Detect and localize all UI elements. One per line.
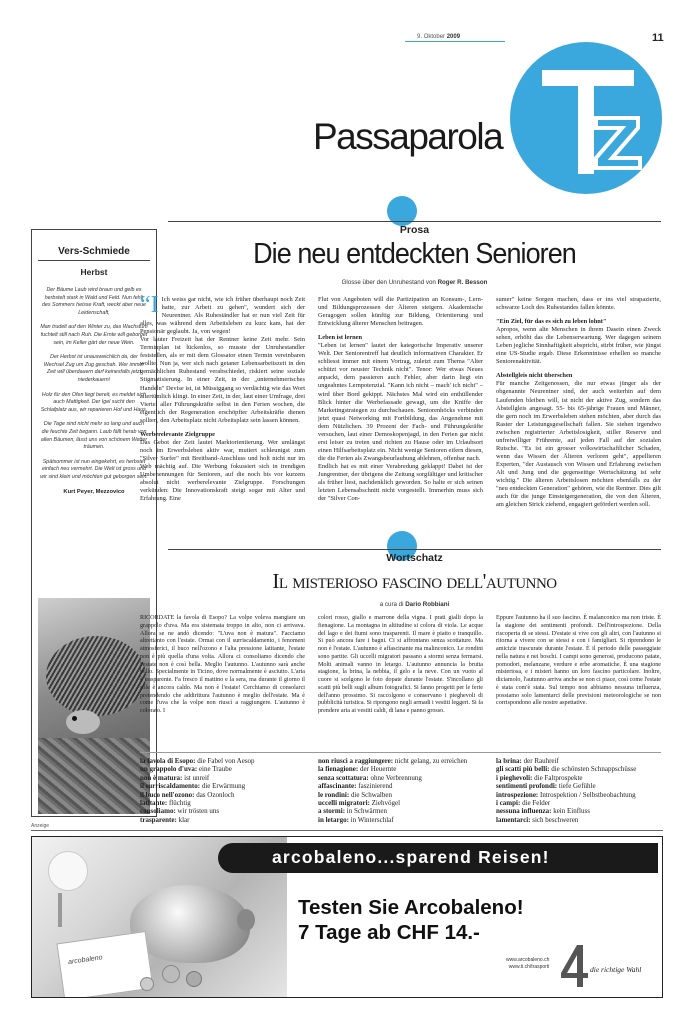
poem-stanza: Die Tage sind nicht mehr so lang und auch die feuchte Zeit begann. Laub fällt herab von allen Bäumen, lässt uns von schönem Wetter träumen.: [40, 421, 148, 451]
issue-date: 9. Oktober 2009: [417, 34, 461, 40]
coin-shape: [162, 965, 180, 983]
wortschatz-column-1: RICORDATE la favola di Esopo? La volpe voleva mangiare un grappolo d'uva. Ma era sistemata troppo in alto, non ci arrivava. Allora se ne andò dicendo: "L'uva non è matura". Facciamo altrettanto con l'estate. Ormai con il surriscaldamento, i fenomeni atmosferici, il buco nell'ozono e l'alta pressione latitante, l'estate non è più quella d'una volta. Allora ci consoliamo dicendo che l'estate non è così bella. Meglio l'autunno. L'autunno sarà anche bello. Specialmente in Ticino, dove normalmente è asciutto. L'aria è trasparente. Fa fresco il mattino e la sera, ma durante il giorno il sole è ancora caldo. Ma non è l'estate! Cerchiamo di consolarci pretendendo che addirittura l'autunno è meglio dell'estate. Ma è come l'uva che la volpe non riuscì a raggiungere. L'autunno è colorato. I: [140, 615, 305, 714]
ad-headline-line2: 7 Tage ab CHF 14.-: [298, 921, 480, 944]
glossary-entry: un grappolo d'uva: eine Traube: [140, 765, 232, 774]
section-rule: [168, 549, 661, 550]
quote-mark: “I: [140, 292, 159, 318]
glossary-entry: gli scatti più belli: die schönsten Schnappschüsse: [496, 765, 637, 774]
ad-url-arcobaleno[interactable]: www.arcobaleno.ch: [506, 957, 550, 963]
prosa-column-2: Flut von Angeboten will die Partizipation an Konsum-, Lern- und Bildungsprozessen der Älteren steigern. Akademische Geragogen sollen künftig zur Bildung, Orientierung und Entwicklung älterer Menschen beitragen. Leben ist lernen "Leben ist lernen" lautet der kategorische Imperativ unserer Welt. Der Seniorentreff hat deutlich informativen Charakter. Er schliesst immer mit einem Vortrag, zuletzt zum Thema "Alter schützt vor neuster Technik nicht". Tenor: Wer etwas Neues anpackt, dem passieren auch Fehler, aber darin liegt ein ungeahntes Lernpotenzial. "Kann ich nicht – mach' ich nicht" – wird über Bord gekippt. Nächstes Mal wird ein enthüllender Blick hinter die Werbefassade gewagt, um die Kniffe der Marketingstrategen zu durchschauen. Seniorenhöcks verbinden jetzt quasi Networking mit Fortbildung, das Angenehme mit dem Nützlichen. 39 Prozent der Fach- und Führungskräfte versuchen, laut einer Demoskopenjagd, in den Ferien gar nicht erst leiser zu treten und richten zu Hause oder im Urlaubsort einen Hilfsarbeitsplatz ein. Nicht wenige Senioren eifern diesen, die die Ferien als Zwangsbeurlaubung ablehnen, offenbar nach. Endlich hat es mit einer Verabredung geklappt! Dabei ist der Jungrentner, der übrigens die Zeitung sorgfältiger und kritischer als früher liest, nachdenklich geworden. So halte er sich seinen letzten Lebensabschnitt nicht vorgestellt. Immerhin muss sich der "Silver Con-: [318, 296, 483, 503]
prosa-column-1: “I Ich weiss gar nicht, wie ich früher überhaupt noch Zeit hatte, zur Arbeit zu gehen", wundert sich der Neurentner. Als Ruheständler hat er nun viel Zeit für alles, was während dem Arbeitsleben zu kurz kam, hat der Pensionär geglaubt. Ja, von wegen! Vor lauter Freizeit hat der Rentner keine Zeit mehr. Sein Terminplan ist lückenlos, so musste der Unruhestandler feststellen, als er mit dem Glossator einen Termin vereinbaren wollte. Nun ja, wer sich nach getaner Lebensarbeitszeit in den gemächlichen Ruhestand verabschiedet, riskiert seine soziale Stigmatisierung. In einer Zeit, in der „unternehmerisches Handeln" Devise ist, ist Müssiggang so verdächtig wie das Wort altertümlich klingt. In einer Zeit, in der, laut einer Umfrage, drei Viertel aller Führungskräfte selbst in den Ferien wochen, die eigentlich der Regeneration erschöpfter Arbeitskräfte dienen sollten, den Arbeitsplatz nicht Arbeitsplatz sein lassen können. Werberelevante Zielgruppe Das Gebot der Zeit lautet Marktorientierung. Wer umlängst noch im Erwerbsleben aktiv war, mutiert schleunigst zum "Silver Surfer" mit Breitband-Anschluss und holt nicht nur im Web mächtig auf. Die Werbung fokussiert sich in trendigen Umbenennungen für Senioren, auf die noch bis vor kurzem absolut nicht werberelevante Zielgruppe. Forschungen verkünden: Die Innovationskraft steigt sogar mit Alter und Erfahrung. Eine: [140, 292, 305, 503]
glossary-entry: a stormi: in Schwärmen: [318, 807, 388, 816]
wortschatz-column-3: Eppure l'autunno ha il suo fascino. È malanconico ma non triste. È la stagione dei sentimenti profondi. Dell'introspezione. Della riscoperta di se stessi. D'estate si vive con gli altri, con l'autunno si ritorna a vivere con se stessi e con i famigliari. Si riprendono le amicizie trascurate durante l'estate. È il periodo delle passeggiate nella natura e nei boschi. I campi sono generosi, producono patate, pomodori, melanzane, verdure e erbe aromatiche. È una stagione misteriosa, e i misteri hanno un loro fascino particolare. Inoltre, diciamolo, l'autunno arriva anche se non ci piace, così come l'estate è stata com'è stata. Sul tempo non abbiamo nessuna influenza, possiamo solo lamentarci delle previsioni meteorologiche se non corrispondono alle nostre aspettative.: [496, 615, 661, 707]
coin-shape: [186, 971, 202, 987]
glossary-column-1: [140, 757, 305, 824]
page-number: 11: [652, 32, 664, 44]
glossary-entry: affascinante: faszinierend: [318, 782, 393, 791]
poem-stanza: Holz für den Ofen liegt bereit, es meldet sich auch Mattigkeit. Der Igel sucht den Schlafplatz aus, wir reparieren Hof und Haus.: [40, 391, 148, 413]
poem-author: Kurt Peyer, Mezzovico: [63, 489, 125, 496]
sidebar-rule: [38, 260, 150, 261]
headline-wortschatz: Il misterioso fascino dell'autunno: [272, 569, 557, 593]
ad-headline-line1: Testen Sie Arcobaleno!: [298, 896, 524, 919]
glossary-entry: sentimenti profondi: tiefe Gefühle: [496, 782, 596, 791]
sidebar-title: Vers-Schmiede: [58, 246, 130, 257]
poem-stanza: Der Herbst ist unausweichlich da, der Wechsel Zug um Zug geschah. Wer immer Zeit will überdauern darf keinesfalls jetzt niederkauern!: [43, 354, 145, 383]
ad-banner: [218, 843, 658, 873]
section-rule: [168, 221, 661, 222]
glossary-entry: la brina: der Rauhreif: [496, 757, 559, 765]
card-label: arcobaleno: [67, 954, 103, 967]
piggy-snout: [237, 909, 255, 931]
glossary-entry: uccelli migratori: Ziehvögel: [318, 799, 401, 808]
wortschatz-column-2: colori rosso, giallo e marrone della vigna. I prati gialli dopo la fienagione. La montagna in altitudine si colora di viola. Le acque del lago e dei fiumi sono trasparenti. Il mare è piatto e tranquillo. Si può ancora fare i bagni. Ci si affrontano senza scottature. Ma non è l'estate. L'autunno è affascinante ma malinconico. Le rondini sono partite. Gli uccelli migratori passano a stormi senza fermarsi. Molti animali vanno in letargo. L'autunno annuncia la brutta stagione, la brina, la nebbia, il gelo e la neve. Con un vuoto al cuore si scelgono le foto dopate durante l'estate. S'incollano gli scatti più belli sugli album fotografici. Si fanno progetti per le ferie dell'anno prossimo. Si raccolgono e conservano i pieghevoli di pubblicità turistica. Si ripongono negli armadi i vestiti leggeri. Si fa prendere aria ai vestiti caldi, di lana e panno grosso.: [318, 615, 483, 714]
glossary-entry: i campi: die Felder: [496, 799, 551, 808]
date-rule: [405, 41, 505, 42]
glossary-entry: in letargo: in Winterschlaf: [318, 815, 394, 824]
glossary-entry: senza scottatura: ohne Verbrennung: [318, 773, 422, 782]
ad-label: Anzeige: [31, 823, 50, 829]
ad-rule: [31, 830, 663, 831]
glossary-entry: le rondini: die Schwalben: [318, 790, 392, 799]
glossary-entry: non è matura: ist unreif: [140, 773, 210, 782]
poem-stanza: Spätsommer ist nun eingekehrt, es herbstet einfach neu vermehrt. Die Welt ist gross und wir sind klein und möchten gut geborgen sein.: [40, 458, 148, 480]
ad-headline: [298, 895, 524, 945]
arcobaleno-card: [56, 931, 153, 998]
glossary-entry: la favola di Esopo: die Fabel von Aesop: [140, 757, 255, 765]
hedgehog-photo: [38, 598, 150, 814]
glossary-column-3: [496, 757, 666, 824]
prosa-column-3: sumer" keine Sorgen machen, dass er ins viel strapazierte, schwarze Loch des Ruhestandes fallen könnte. "Ein Ziel, für das es sich zu leben lohnt" Apropos, wenn alte Menschen in ihrem Dasein einen Zweck sehen, erhöht das die Lebenserwartung. Wer dagegen seinem Leben jegliche Sinnhaftigkeit abspricht, stirbt früher, wie jüngst eine US-Studie ergab. Diese Erkenntnisse erhellen so manche Seniorenaktivität. Abstellgleis nicht überschen Für manche Zeitgenossen, die nur etwas jünger als der obgenannte Neurentner sind, der auch weiterhin auf dem Laufenden bleiben will, ist nicht der aktive Zug, sondern das Abstellgleis angesagt. 55- bis 65-jährige Frauen und Männer, die gern noch im Erwerbsleben stehen möchten, aber durch das Raster der Leistungsgesellschaft fallen. Sie stehen irgendwo zwischen registrierter Arbeitslosigkeit, stiller Reserve und unfreiwilliger Frührente, auf jeden Fall auf der sozialen Rutsche. "Es ist ein grosser volkswirtschaftlicher Schaden, wenn das Wissen der Älteren verloren geht", appellieren Experten, "der Austausch von Wissen und Erfahrung zwischen Alt und Jung und die gegenseitige Wertschätzung ist sehr wichtig." Die älteren Arbeitslosen möchten ebenfalls zu der "neu entdeckten Generation" gehören, wie die Rentner. Dies gilt auch für die junge Einsteigergeneration, die von den Älteren, am gleichen Strick ziehend, engagiert gefördert werden soll.: [496, 296, 661, 509]
glossary-entry: trasparente: klar: [140, 815, 190, 824]
glossary-entry: il buco nell'ozono: das Ozonloch: [140, 790, 235, 799]
glossary-entry: introspezione: Introspektion / Selbstbeobachtung: [496, 790, 636, 799]
byline-prosa: Glosse über den Unruhestand von Roger R. Besson: [341, 279, 488, 286]
sidebar-box: [31, 229, 157, 817]
glossary-entry: non riuscì a raggiungere: nicht gelang, zu erreichen: [318, 757, 468, 765]
glossary-entry: lamentarci: sich beschweren: [496, 815, 579, 824]
ticino-four-logo-icon: [559, 943, 589, 989]
glossary-entry: latitante: flüchtig: [140, 799, 191, 808]
poem-body: [32, 287, 156, 481]
glossary-entry: i pieghevoli: die Faltprospekte: [496, 773, 583, 782]
section-title: Passaparola: [313, 116, 503, 157]
ad-box[interactable]: [31, 836, 663, 998]
section-label-wortschatz: Wortschatz: [386, 552, 443, 564]
poem-stanza: Man trudelt auf den Winter zu, das Wachstum fuchtelt still nach Ruh. Die Ernte will geborget sein, im Keller gärt der neue Wein.: [40, 324, 148, 346]
glossary-entry: il surriscaldamento: die Erwärmung: [140, 782, 246, 791]
byline-wortschatz: a cura di Dario Robbiani: [379, 601, 450, 608]
tz-logo: [508, 40, 664, 196]
glossary-column-2: [318, 757, 483, 824]
headline-prosa: Die neu entdeckten Senioren: [253, 238, 576, 270]
poem-stanza: Der Bäume Laub wird braun und gelb es herbstelt stark in Wald und Feld. Nun fehlt des Sommers heisse Kraft, weckt aber neue Leidenschaft,: [42, 287, 146, 316]
glossary-entry: consoliamo: wir trösten uns: [140, 807, 220, 816]
section-label-prosa: Prosa: [399, 224, 430, 236]
ad-urls[interactable]: [506, 957, 549, 971]
flower-shape: [48, 851, 88, 891]
poem-title: Herbst: [80, 267, 108, 277]
ad-tagline: die richtige Wahl: [590, 965, 642, 974]
flower-stem: [58, 893, 62, 927]
glossary-rule: [140, 752, 661, 753]
ad-banner-text: arcobaleno...sparend Reisen!: [272, 847, 550, 867]
coin-shape: [140, 977, 154, 991]
glossary-entry: nessuna influenza: kein Einfluss: [496, 807, 590, 816]
glossary-entry: la fienagione: der Heuernte: [318, 765, 397, 774]
ad-url-trasporti[interactable]: www.ti.ch/trasporti: [508, 964, 550, 970]
